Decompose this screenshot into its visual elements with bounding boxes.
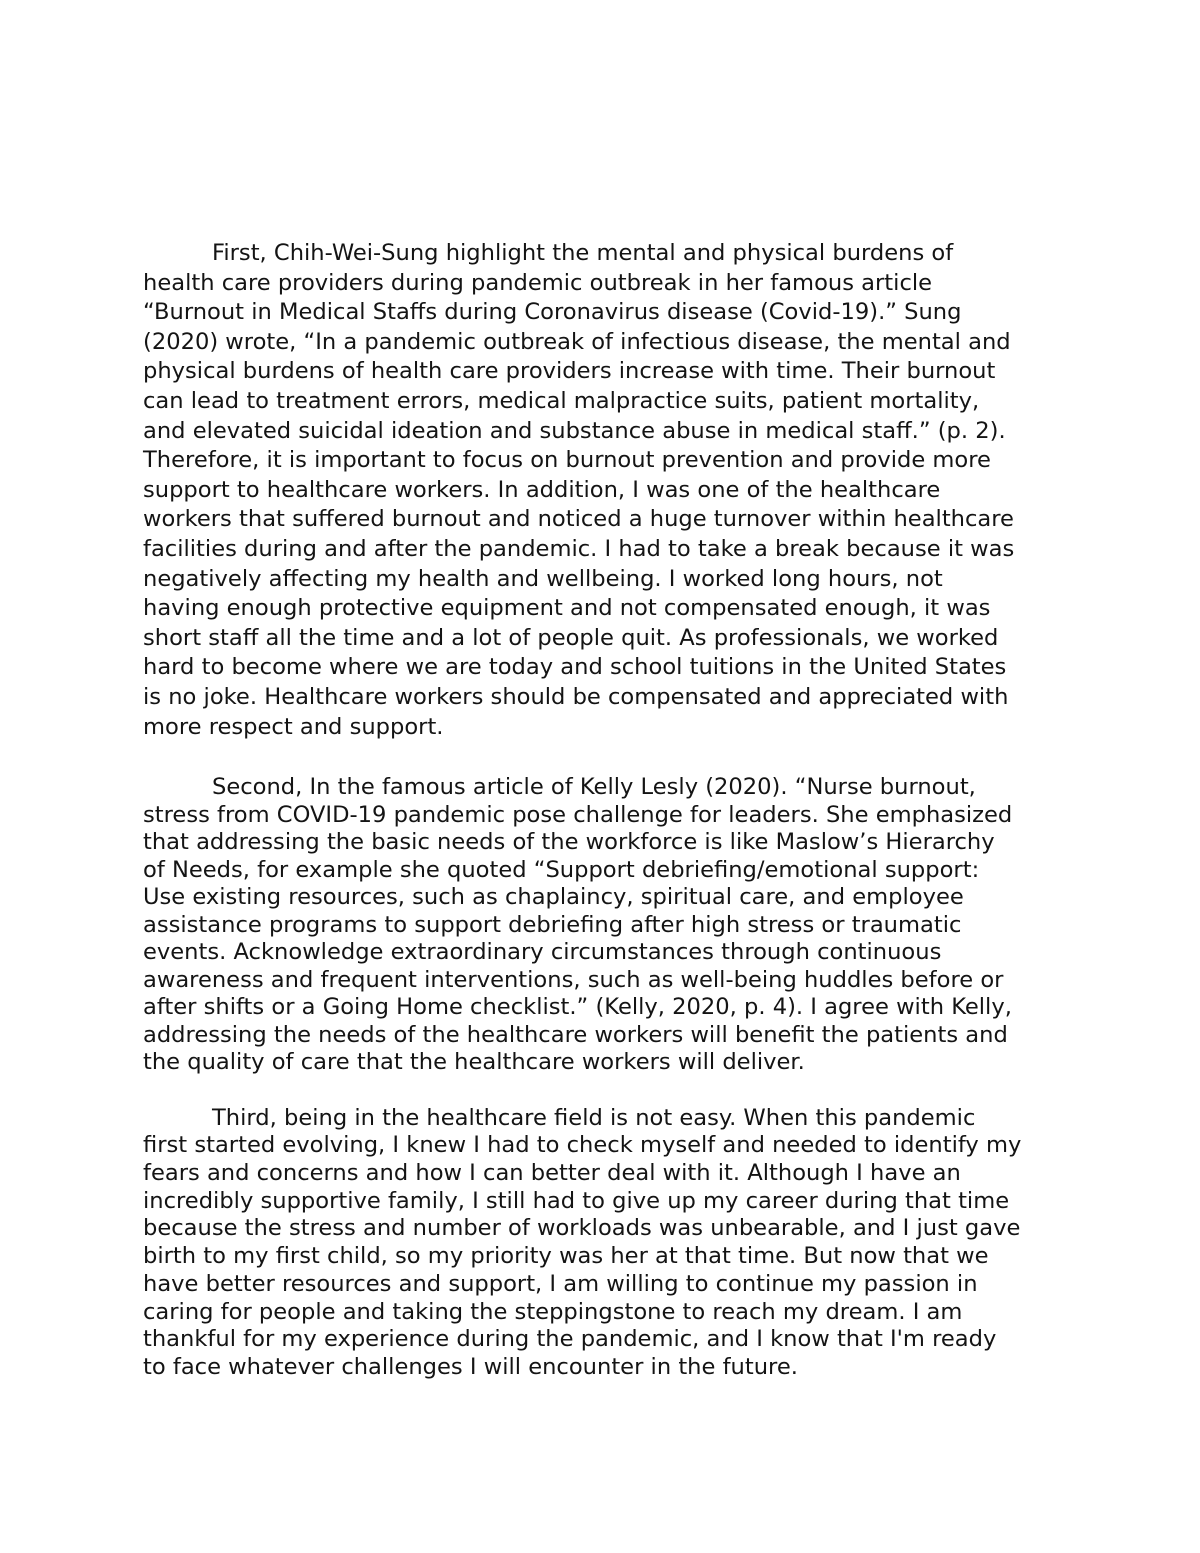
- paragraph-3: Third, being in the healthcare field is not easy. When this pandemic first started evolving, I knew I had to check myself and needed to identify my fears and concerns and how I can better deal with it. Although I have an incredibly supportive family, I still had to give up my career during that time because the stress and number of workloads was unbearable, and I just gave birth to my first child, so my priority was her at that time. But now that we have better resources and support, I am willing to continue my passion in caring for people and taking the steppingstone to reach my dream. I am thankful for my experience during the pandemic, and I know that I'm ready to face whatever challenges I will encounter in the future.: [143, 1104, 1022, 1380]
- document-body: [143, 239, 1068, 1382]
- paragraph-1: First, Chih-Wei-Sung highlight the mental and physical burdens of health care providers during pandemic outbreak in her famous article “Burnout in Medical Staffs during Coronavirus disease (Covid-19).” Sung (2020) wrote, “In a pandemic outbreak of infectious disease, the mental and physical burdens of health care providers increase with time. Their burnout can lead to treatment errors, medical malpractice suits, patient mortality, and elevated suicidal ideation and substance abuse in medical staff.” (p. 2). Therefore, it is important to focus on burnout prevention and provide more support to healthcare workers. In addition, I was one of the healthcare workers that suffered burnout and noticed a huge turnover within healthcare facilities during and after the pandemic. I had to take a break because it was negatively affecting my health and wellbeing. I worked long hours, not having enough protective equipment and not compensated enough, it was short staff all the time and a lot of people quit. As professionals, we worked hard to become where we are today and school tuitions in the United States is no joke. Healthcare workers should be compensated and appreciated with more respect and support.: [143, 240, 1015, 740]
- paragraph-2: Second, In the famous article of Kelly Lesly (2020). “Nurse burnout, stress from COVID-19 pandemic pose challenge for leaders. She emphasized that addressing the basic needs of the workforce is like Maslow’s Hierarchy of Needs, for example she quoted “Support debriefing/emotional support: Use existing resources, such as chaplaincy, spiritual care, and employee assistance programs to support debriefing after high stress or traumatic events. Acknowledge extraordinary circumstances through continuous awareness and frequent interventions, such as well-being huddles before or after shifts or a Going Home checklist.” (Kelly, 2020, p. 4). I agree with Kelly, addressing the needs of the healthcare workers will benefit the patients and the quality of care that the healthcare workers will deliver.: [143, 774, 1013, 1076]
